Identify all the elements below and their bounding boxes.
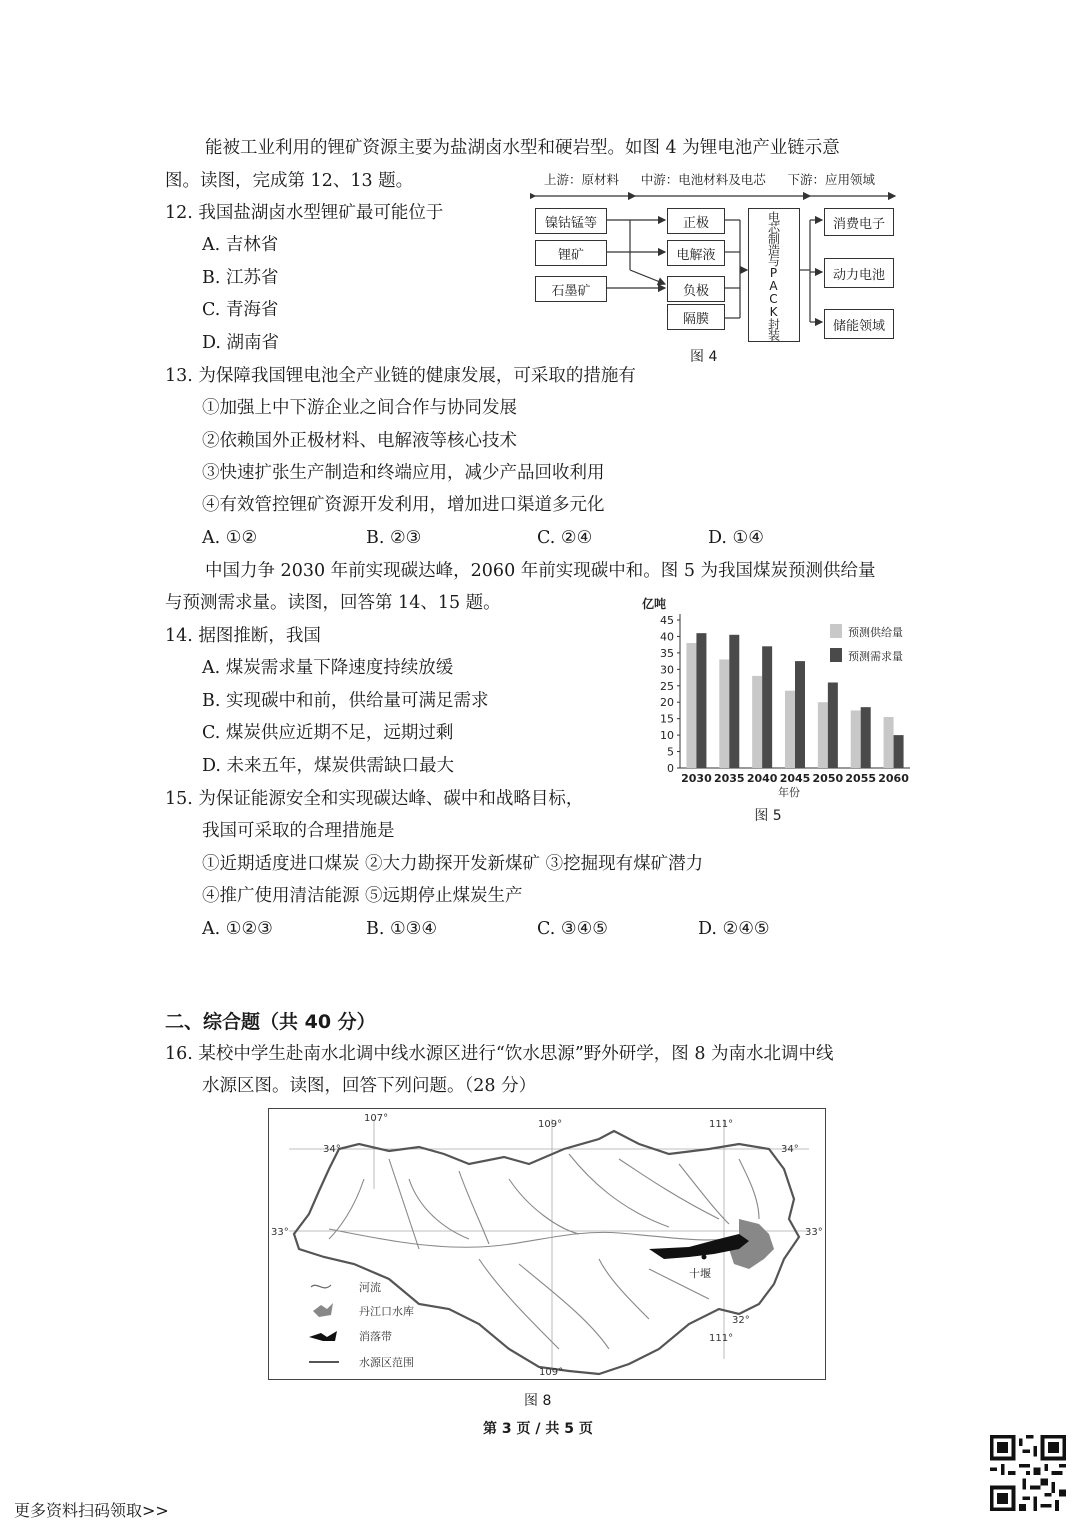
lon-label-111-top: 111° bbox=[709, 1119, 734, 1130]
lon-label-109-bottom: 109° bbox=[539, 1367, 564, 1378]
raw-box-lithium: 锂矿 bbox=[535, 240, 607, 266]
app-box-consumer: 消费电子 bbox=[824, 208, 894, 236]
intro-line-1: 能被工业利用的锂矿资源主要为盐湖卤水型和硬岩型。如图 4 为锂电池产业链示意 bbox=[205, 138, 840, 158]
raw-box-graphite: 石墨矿 bbox=[535, 276, 607, 302]
q15-stem-2: 我国可采取的合理措施是 bbox=[202, 821, 395, 841]
q12-option-a: A. 吉林省 bbox=[202, 235, 279, 255]
legend-river-symbol bbox=[311, 1285, 331, 1288]
legend-swatch-supply bbox=[830, 624, 842, 638]
x-tick-label: 2040 bbox=[746, 772, 778, 785]
y-tick-label: 40 bbox=[660, 630, 674, 644]
q15-option-a: A. ①②③ bbox=[202, 919, 273, 939]
intro2-line-2: 与预测需求量。读图，回答第 14、15 题。 bbox=[165, 593, 501, 613]
material-box-anode: 负极 bbox=[667, 276, 725, 302]
y-tick-label: 15 bbox=[660, 712, 674, 726]
figure-8-map bbox=[269, 1109, 825, 1379]
q15-statements-1: ①近期适度进口煤炭 ②大力勘探开发新煤矿 ③挖掘现有煤矿潜力 bbox=[202, 854, 704, 874]
legend-reservoir-symbol bbox=[313, 1303, 333, 1317]
figure-5-caption: 图 5 bbox=[754, 808, 782, 824]
y-tick-label: 0 bbox=[667, 762, 674, 775]
x-tick-label: 2060 bbox=[878, 772, 909, 785]
x-tick-label: 2045 bbox=[779, 772, 811, 785]
q12-option-d: D. 湖南省 bbox=[202, 333, 280, 353]
map-legend bbox=[309, 1280, 414, 1369]
q13-statement-2: ②依赖国外正极材料、电解液等核心技术 bbox=[202, 431, 517, 451]
lon-label-107-top: 107° bbox=[364, 1113, 389, 1124]
material-box-separator: 隔膜 bbox=[667, 304, 725, 330]
legend-drawdown-label: 消落带 bbox=[359, 1330, 392, 1343]
q13-option-d: D. ①④ bbox=[708, 528, 764, 548]
y-axis-label: 亿吨 bbox=[642, 597, 667, 611]
legend-river-label: 河流 bbox=[359, 1281, 381, 1294]
bar-supply-2040 bbox=[752, 676, 762, 768]
bar-demand-2045 bbox=[795, 661, 805, 768]
legend-label-demand: 预测需求量 bbox=[848, 650, 903, 663]
x-tick-label: 2030 bbox=[681, 772, 712, 785]
raw-box-nickel: 镍钴锰等 bbox=[535, 208, 607, 234]
legend-swatch-demand bbox=[830, 648, 842, 662]
bar-supply-2035 bbox=[719, 659, 729, 768]
y-tick-label: 5 bbox=[667, 745, 674, 759]
legend-boundary-label: 水源区范围 bbox=[359, 1356, 414, 1369]
legend-reservoir-label: 丹江口水库 bbox=[359, 1305, 414, 1318]
bar-supply-2030 bbox=[686, 643, 696, 768]
upstream-label: 上游：原材料 bbox=[544, 172, 620, 187]
lat-label-33-left: 33° bbox=[271, 1227, 289, 1238]
q16-line-1: 16. 某校中学生赴南水北调中线水源区进行“饮水思源”野外研学，图 8 为南水北调中线 bbox=[165, 1044, 834, 1064]
qr-code[interactable] bbox=[990, 1435, 1066, 1511]
material-box-cathode: 正极 bbox=[667, 208, 725, 234]
figure-5-chart bbox=[640, 596, 925, 824]
core-box: 电芯制造与PACK封装 bbox=[748, 208, 800, 342]
lon-label-111-bottom: 111° bbox=[709, 1333, 734, 1344]
bar-supply-2055 bbox=[851, 710, 861, 768]
app-box-power: 动力电池 bbox=[824, 258, 894, 288]
y-tick-label: 35 bbox=[660, 646, 674, 660]
midstream-label: 中游：电池材料及电芯 bbox=[640, 172, 766, 187]
q14-option-c: C. 煤炭供应近期不足，远期过剩 bbox=[202, 723, 454, 743]
y-tick-label: 25 bbox=[660, 679, 674, 693]
material-box-electrolyte: 电解液 bbox=[667, 240, 725, 266]
x-tick-label: 2055 bbox=[845, 772, 877, 785]
q16-line-2: 水源区图。读图，回答下列问题。（28 分） bbox=[202, 1076, 537, 1096]
q15-option-b: B. ①③④ bbox=[366, 919, 438, 939]
q15-statements-2: ④推广使用清洁能源 ⑤远期停止煤炭生产 bbox=[202, 886, 523, 906]
bar-demand-2055 bbox=[861, 707, 871, 768]
bar-supply-2045 bbox=[785, 691, 795, 768]
figure-8-caption: 图 8 bbox=[524, 1393, 552, 1409]
bar-demand-2040 bbox=[762, 646, 772, 768]
q13-option-b: B. ②③ bbox=[366, 528, 422, 548]
y-tick-label: 30 bbox=[660, 663, 674, 677]
q12-option-c: C. 青海省 bbox=[202, 300, 279, 320]
y-tick-label: 10 bbox=[660, 729, 674, 743]
shiyan-dot bbox=[702, 1255, 707, 1260]
q13-statement-1: ①加强上中下游企业之间合作与协同发展 bbox=[202, 398, 517, 418]
page-number: 第 3 页 / 共 5 页 bbox=[483, 1421, 593, 1437]
legend-label-supply: 预测供给量 bbox=[848, 626, 903, 639]
q13-statement-3: ③快速扩张生产制造和终端应用，减少产品回收利用 bbox=[202, 463, 605, 483]
q14-option-a: A. 煤炭需求量下降速度持续放缓 bbox=[202, 658, 454, 678]
q14-option-b: B. 实现碳中和前，供给量可满足需求 bbox=[202, 691, 489, 711]
bar-demand-2035 bbox=[729, 635, 739, 768]
figure-4-header bbox=[530, 170, 905, 188]
bar-demand-2030 bbox=[696, 633, 706, 768]
y-tick-label: 45 bbox=[660, 614, 674, 627]
q13-option-a: A. ①② bbox=[202, 528, 258, 548]
section-2-title: 二、综合题（共 40 分） bbox=[165, 1011, 376, 1033]
x-tick-label: 2035 bbox=[713, 772, 745, 785]
intro2-line-1: 中国力争 2030 年前实现碳达峰，2060 年前实现碳中和。图 5 为我国煤炭预测供给量 bbox=[205, 561, 876, 581]
q15-stem: 15. 为保证能源安全和实现碳达峰、碳中和战略目标， bbox=[165, 789, 584, 809]
q12-stem: 12. 我国盐湖卤水型锂矿最可能位于 bbox=[165, 203, 444, 223]
figure-8 bbox=[268, 1108, 826, 1380]
more-resources-link[interactable]: 更多资料扫码领取>> bbox=[14, 1501, 169, 1520]
app-box-storage: 储能领域 bbox=[824, 309, 894, 339]
q14-stem: 14. 据图推断，我国 bbox=[165, 626, 321, 646]
x-tick-label: 2050 bbox=[812, 772, 844, 785]
q13-statement-4: ④有效管控锂矿资源开发利用，增加进口渠道多元化 bbox=[202, 495, 605, 515]
figure-4 bbox=[530, 170, 910, 370]
q15-option-d: D. ②④⑤ bbox=[698, 919, 770, 939]
city-label-shiyan: 十堰 bbox=[689, 1267, 711, 1280]
legend-drawdown-symbol bbox=[309, 1331, 337, 1341]
figure-4-caption: 图 4 bbox=[690, 349, 718, 365]
intro-line-2: 图。读图，完成第 12、13 题。 bbox=[165, 171, 414, 191]
q13-option-c: C. ②④ bbox=[537, 528, 593, 548]
lat-label-33-right: 33° bbox=[805, 1227, 823, 1238]
lat-label-32: 32° bbox=[732, 1315, 750, 1326]
lon-label-109-top: 109° bbox=[538, 1119, 563, 1130]
lat-label-34-left: 34° bbox=[323, 1144, 341, 1155]
q15-option-c: C. ③④⑤ bbox=[537, 919, 608, 939]
x-axis-label: 年份 bbox=[778, 786, 800, 799]
figure-5 bbox=[640, 596, 925, 824]
bar-supply-2060 bbox=[884, 717, 894, 768]
q12-option-b: B. 江苏省 bbox=[202, 268, 279, 288]
bar-demand-2050 bbox=[828, 682, 838, 768]
bar-supply-2050 bbox=[818, 702, 828, 768]
downstream-label: 下游：应用领域 bbox=[787, 172, 875, 187]
bar-demand-2060 bbox=[894, 735, 904, 768]
q14-option-d: D. 未来五年，煤炭供需缺口最大 bbox=[202, 756, 455, 776]
lat-label-34-right: 34° bbox=[781, 1144, 799, 1155]
q13-stem: 13. 为保障我国锂电池全产业链的健康发展，可采取的措施有 bbox=[165, 366, 636, 386]
y-tick-label: 20 bbox=[660, 696, 674, 710]
